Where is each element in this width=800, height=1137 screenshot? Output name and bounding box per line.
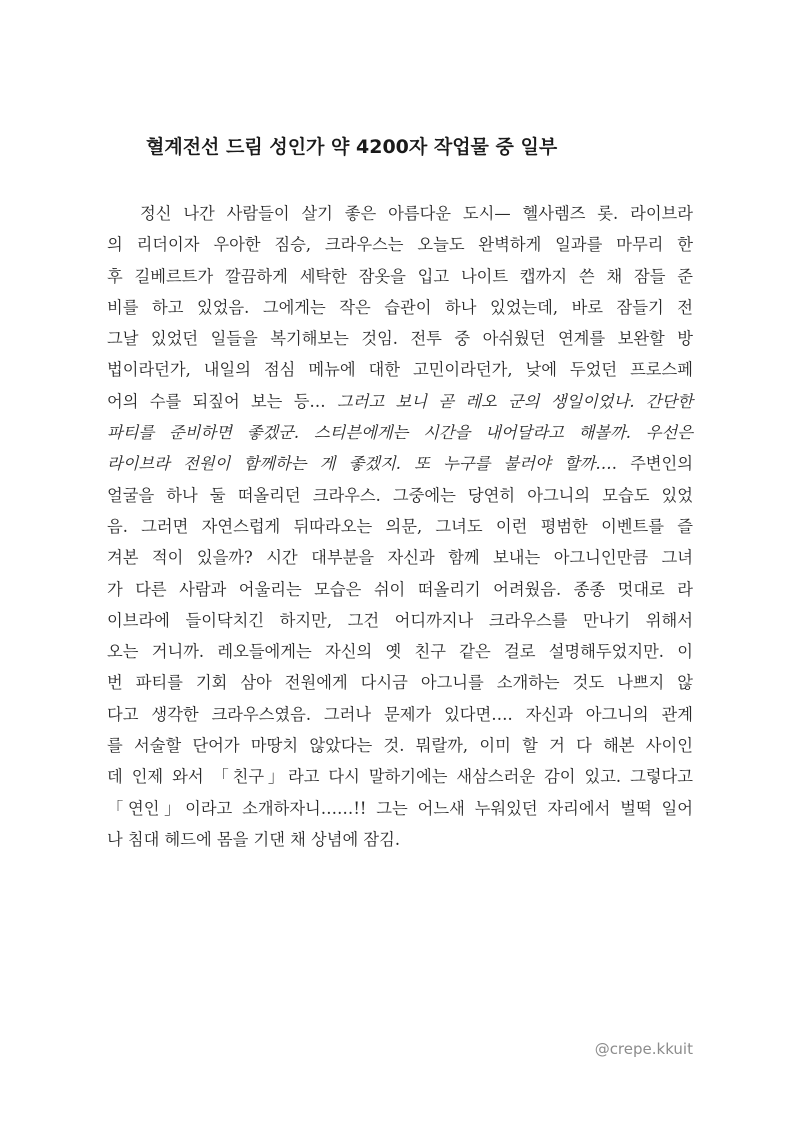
text-line: 「연인」이라고 소개하자니……!! 그는 어느새 누워있던 자리에서 벌떡 일어 [107,798,693,818]
text-line: 오는 거니까. 레오들에게는 자신의 옛 친구 같은 걸로 설명해두었지만. 이 [107,642,693,662]
author-watermark: @crepe.kkuit [594,1040,693,1058]
text-line: 음. 그러면 자연스럽게 뒤따라오는 의문, 그녀도 이런 평범한 이벤트를 즐 [107,516,693,536]
text-segment: . 주변인의 [611,454,693,474]
text-line: 비를 하고 있었음. 그에게는 작은 습관이 하나 있었는데, 바로 잠들기 전 [107,297,693,317]
text-line: 그날 있었던 일들을 복기해보는 것임. 전투 중 아쉬웠던 연계를 보완할 방 [107,329,693,349]
text-line: 법이라던가, 내일의 점심 메뉴에 대한 고민이라던가, 낮에 두었던 프로스페 [107,360,693,380]
italic-text-segment: 그러고 보니 곧 레오 군의 생일이었나. 간단한 [337,391,694,411]
text-line: 이브라에 들이닥치긴 하지만, 그건 어디까지나 크라우스를 만나기 위해서 [107,610,693,630]
document-title: 혈계전선 드림 성인가 약 4200자 작업물 중 일부 [146,136,558,158]
text-line [107,448,693,479]
text-line: 겨본 적이 있을까? 시간 대부분을 자신과 함께 보내는 아그니인만큼 그녀 [107,548,693,568]
text-line: 번 파티를 기회 삼아 전원에게 다시금 아그니를 소개하는 것도 나쁘지 않 [107,673,693,693]
text-line: 다고 생각한 크라우스였음. 그러나 문제가 있다면…. 자신과 아그니의 관계 [107,704,693,724]
italic-text-segment: 라이브라 전원이 함께하는 게 좋겠지. 또 누구를 불러야 할까… [107,454,612,474]
text-line: 후 길베르트가 깔끔하게 세탁한 잠옷을 입고 나이트 캡까지 쓴 채 잠들 준 [107,266,693,286]
text-line: 의 리더이자 우아한 짐승, 크라우스는 오늘도 완벽하게 일과를 마무리 한 [107,235,693,255]
body-paragraph [107,198,693,855]
text-line [107,386,693,417]
italic-text-line: 파티를 준비하면 좋겠군. 스티븐에게는 시간을 내어달라고 해볼까. 우선은 [107,423,693,443]
text-line: 정신 나간 사람들이 살기 좋은 아름다운 도시— 헬사렘즈 롯. 라이브라 [140,204,693,223]
text-line: 나 침대 헤드에 몸을 기댄 채 상념에 잠김. [107,829,401,849]
text-segment: 어의 수를 되짚어 보는 등… [107,391,337,411]
text-line: 얼굴을 하나 둘 떠올리던 크라우스. 그중에는 당연히 아그니의 모습도 있었 [107,485,693,505]
text-line: 데 인제 와서 「친구」라고 다시 말하기에는 새삼스러운 감이 있고. 그렇다고 [107,767,693,787]
text-line: 를 서술할 단어가 마땅치 않았다는 것. 뭐랄까, 이미 할 거 다 해본 사이인 [107,736,693,756]
text-line: 가 다른 사람과 어울리는 모습은 쉬이 떠올리기 어려웠음. 종종 멋대로 라 [107,579,693,599]
